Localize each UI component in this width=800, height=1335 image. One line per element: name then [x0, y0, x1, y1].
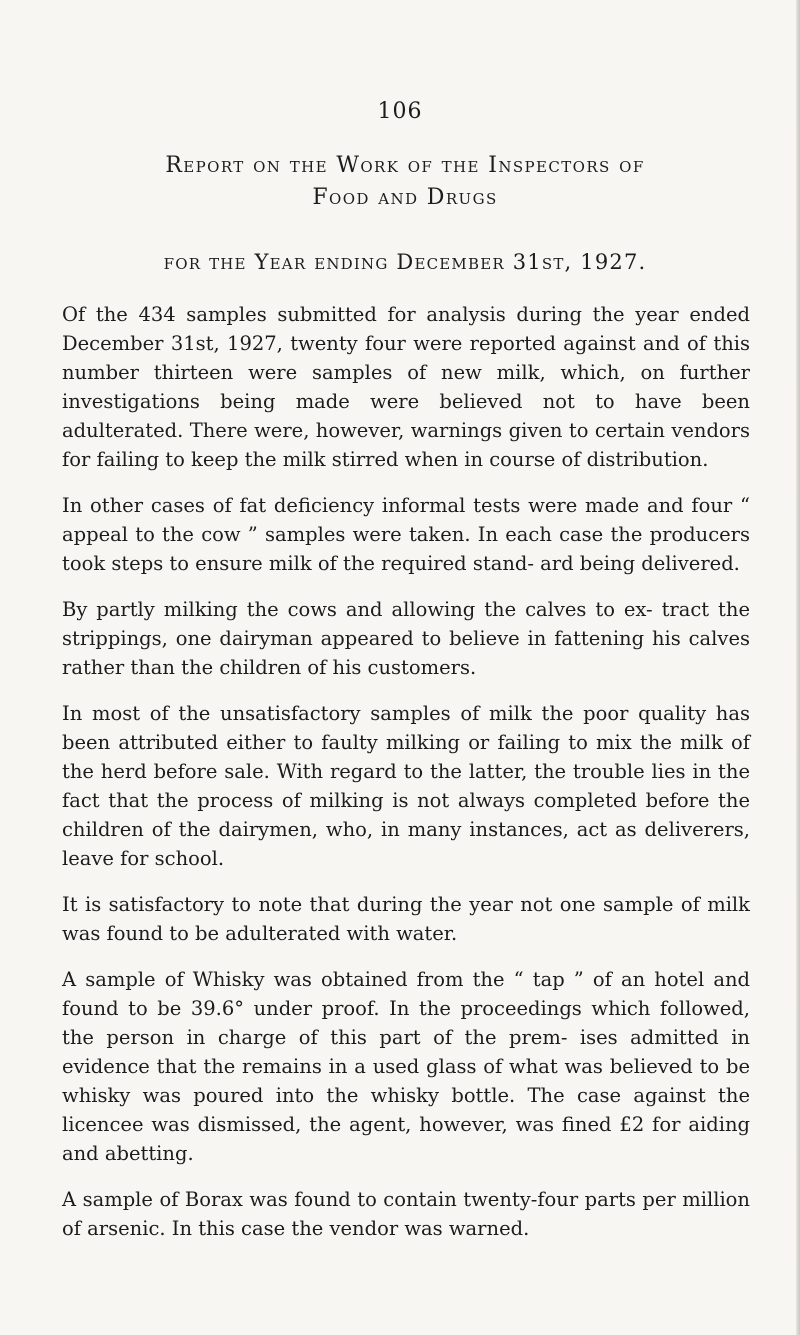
- paragraph-borax: A sample of Borax was found to contain twenty-four parts per million of arsenic. In this case the vendor was warned.: [62, 1188, 750, 1240]
- paragraph-fat-deficiency: In other cases of fat deficiency informal tests were made and four “ appeal to the cow ” samples were taken. In each case the producers took steps to ensure milk of the required stand- ard being delivered.: [62, 494, 750, 575]
- title-line-2: Food and Drugs: [312, 185, 498, 210]
- report-subtitle: for the Year ending December 31st, 1927.: [163, 250, 647, 274]
- paragraph-unsatisfactory-samples: In most of the unsatisfactory samples of milk the poor quality has been attributed either to faulty milking or failing to mix the milk of the herd before sale. With regard to the latter, the trouble lies in the fact that the process of milking is not always completed before the children of the dairymen, who, in many instances, act as deliverers, leave for school.: [62, 702, 750, 870]
- page-number: 106: [377, 99, 423, 124]
- title-line-1: Report on the Work of the Inspectors of: [165, 153, 645, 178]
- paragraph-whisky: A sample of Whisky was obtained from the “ tap ” of an hotel and found to be 39.6° under proof. In the proceedings which followed, the person in charge of this part of the prem- ises admitted in evidence that the remains in a used glass of what was believed to be whisky was poured into the whisky bottle. The case against the licencee was dismissed, the agent, however, was fined £2 for aiding and abetting.: [62, 968, 750, 1165]
- paragraph-calves: By partly milking the cows and allowing the calves to ex- tract the strippings, one dairyman appeared to believe in fattening his calves rather than the children of his customers.: [62, 598, 750, 679]
- paragraph-milk-samples: Of the 434 samples submitted for analysis during the year ended December 31st, 1927, twenty four were reported against and of this number thirteen were samples of new milk, which, on further investigations being made were believed not to have been adulterated. There were, however, warnings given to certain vendors for failing to keep the milk stirred when in course of distribution.: [62, 303, 750, 471]
- report-body: [62, 300, 750, 1260]
- paragraph-no-water: It is satisfactory to note that during the year not one sample of milk was found to be adulterated with water.: [62, 893, 750, 945]
- page-edge: [796, 0, 800, 1335]
- report-title: [60, 150, 750, 214]
